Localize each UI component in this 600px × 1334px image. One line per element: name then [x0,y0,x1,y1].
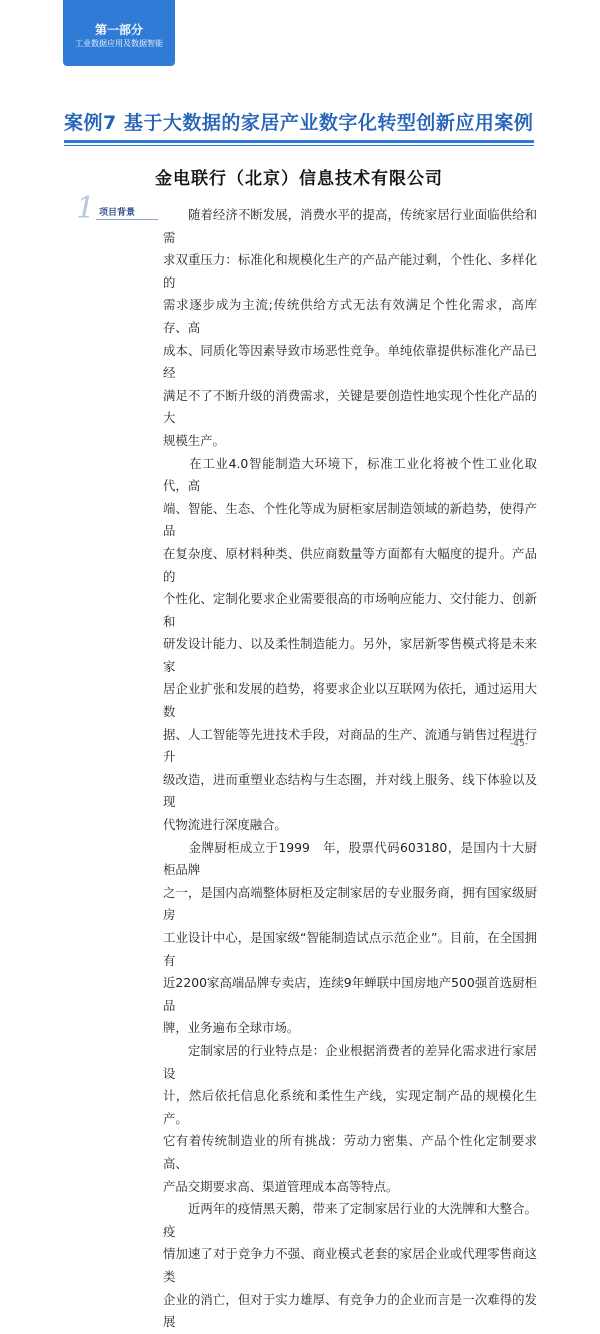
text-line: 企业的消亡，但对于实力雄厚、有竞争力的企业而言是一次难得的发展 [163,1291,537,1330]
text-line: 个性化、定制化要求企业需要很高的市场响应能力、交付能力、创新和 [163,591,537,629]
text-line: 定制家居的行业特点是：企业根据消费者的差异化需求进行家居设 [163,1042,537,1081]
text-line: 代物流进行深度融合。 [163,817,287,833]
section-label: 项目背景 [99,208,136,218]
text-line: 之一，是国内高端整体厨柜及定制家居的专业服务商，拥有国家级厨房 [163,884,537,923]
title-divider-thin [64,145,534,146]
text-line: 端、智能、生态、个性化等成为厨柜家居制造领域的新趋势，使得产品 [163,500,537,539]
text-line: 金牌厨柜成立于1999 年，股票代码603180，是国内十大厨柜品牌 [163,839,537,878]
text-line: 计，然后依托信息化系统和柔性生产线，实现定制产品的规模化生产。 [163,1088,537,1126]
text-line: 近两年的疫情黑天鹅，带来了定制家居行业的大洗牌和大整合。疫 [163,1201,537,1239]
text-line: 规模生产。 [163,432,225,448]
text-line: 它有着传统制造业的所有挑战：劳动力密集、产品个性化定制要求高、 [163,1133,537,1171]
case-title: 案例7 基于大数据的家居产业数字化转型创新应用案例 [64,112,534,134]
part-subtitle: 工业数据应用及数据智能 [75,39,163,48]
text-line: 牌，业务遍布全球市场。 [163,1020,300,1036]
text-line: 情加速了对于竞争力不强、商业模式老套的家居企业或代理零售商这类 [163,1246,537,1284]
text-line: 在复杂度、原材料种类、供应商数量等方面都有大幅度的提升。产品的 [163,545,537,584]
part-label: 第一部分 [94,23,143,37]
page-number: -45- [510,739,528,749]
company-name: 金电联行（北京）信息技术有限公司 [155,169,443,189]
text-line: 级改造，进而重塑业态结构与生态圈，并对线上服务、线下体验以及现 [163,771,537,810]
text-line: 求双重压力：标准化和规模化生产的产品产能过剩，个性化、多样化的 [163,252,537,290]
text-line: 满足不了不断升级的消费需求，关键是要创造性地实现个性化产品的大 [163,387,537,426]
text-line: 随着经济不断发展，消费水平的提高，传统家居行业面临供给和需 [163,207,537,245]
text-line: 在工业4.0智能制造大环境下，标准工业化将被个性工业化取代，高 [163,455,537,494]
text-line: 居企业扩张和发展的趋势，将要求企业以互联网为依托，通过运用大数 [163,681,537,720]
section-underline [96,219,158,220]
text-line: 需求逐步成为主流;传统供给方式无法有效满足个性化需求，高库存、高 [163,297,537,335]
text-line: 成本、同质化等因素导致市场恶性竞争。单纯依靠提供标准化产品已经 [163,342,537,381]
text-line: 产品交期要求高、渠道管理成本高等特点。 [163,1178,399,1194]
title-divider-thick [64,140,534,143]
text-line: 近2200家高端品牌专卖店，连续9年蝉联中国房地产500强首选厨柜品 [163,975,537,1013]
text-line: 工业设计中心，是国家级“智能制造试点示范企业”。目前，在全国拥有 [163,930,537,968]
body-text [163,204,537,1334]
part-header-tab [63,0,175,66]
text-line: 据、人工智能等先进技术手段，对商品的生产、流通与销售过程进行升 [163,726,537,765]
text-line: 研发设计能力、以及柔性制造能力。另外，家居新零售模式将是未来家 [163,636,537,674]
section-number: 1 [76,191,96,226]
